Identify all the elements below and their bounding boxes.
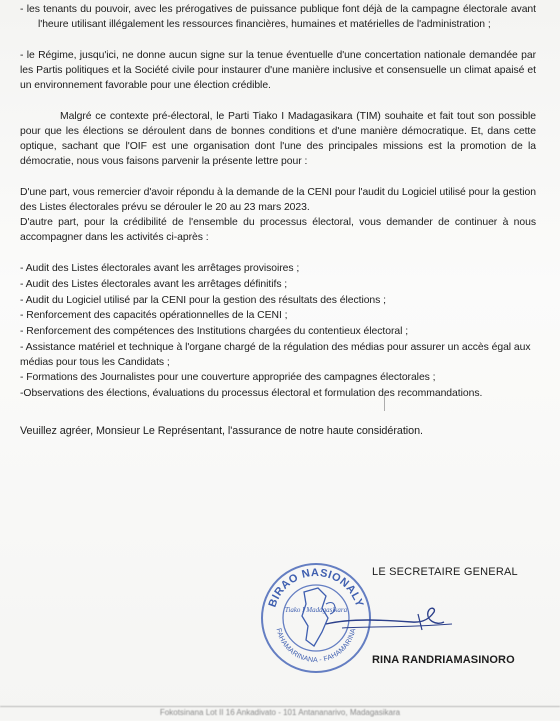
list-item: -Observations des élections, évaluations du processus électoral et formulation des recommandations. (20, 387, 483, 399)
list-item: - Formations des Journalistes pour une couverture appropriée des campagnes électorales ; (20, 371, 436, 383)
paragraph-regime: - le Régime, jusqu'ici, ne donne aucun signe sur la tenue éventuelle d'une concertation nationale demandée par les Partis politiques et la Société civile pour instaurer d'une manière inclusive et consensuelle un climat apaisé et un environnement favorable pour une élection crédible. (20, 50, 536, 91)
list-item: - Renforcement des compétences des Institutions chargées du contentieux électoral ; (20, 326, 409, 338)
list-item: - Audit des Listes électorales avant les arrêtages provisoires ; (20, 263, 300, 274)
paragraph-contexte: Malgré ce contexte pré-électoral, le Parti Tiako I Madagasikara (TIM) souhaite et fait tout son possible pour que les élections se déroulent dans de bonnes conditions et d'une manière démocratique. Et, dans cette optique, sachant que l'OIF est une organisation dont l'une des principales missions est la promotion de la démocratie, nous vous faisons parvenir la présente lettre pour : (20, 111, 536, 167)
stamp-ring-top-text: BIRAO NASIONALY (266, 566, 366, 609)
stamp-center-text: Tiako I Madagasikara (284, 606, 348, 614)
list-item: - Assistance matériel et technique à l'organe chargé de la régulation des médias pour assurer un accès égal aux médias pour tous les Candidats ; (20, 341, 531, 368)
list-item: - Audit du Logiciel utilisé par la CENI pour la gestion des résultats des élections ; (20, 294, 386, 306)
activities-list (20, 261, 536, 402)
scan-mark (383, 395, 386, 411)
list-item: - Renforcement des capacités opérationnelles de la CENI ; (20, 310, 288, 322)
letter-body (20, 2, 536, 439)
signatory-name: RINA RANDRIAMASINORO (372, 654, 515, 666)
letterhead-footer: Fokotsinana Lot II 16 Ankadivato - 101 Antananarivo, Madagasikara (0, 706, 560, 721)
handwritten-signature (312, 584, 472, 644)
stamp-ring-bottom-text: FAHAMARINANA - FAHAMARINA (274, 627, 358, 665)
paragraph-tenants-pouvoir: - les tenants du pouvoir, avec les prérogatives de puissance publique font déjà de la campagne électorale avant l'heure utilisant illégalement les ressources financières, humaines et matérielles de l'administration ; (20, 4, 536, 30)
list-item: - Audit des Listes électorales avant les arrêtages définitifs ; (20, 278, 288, 290)
closing-formula: Veuillez agréer, Monsieur Le Représentant, l'assurance de notre haute considération. (20, 424, 423, 437)
paragraph-demande: D'autre part, pour la crédibilité de l'ensemble du processus électoral, vous demander de continuer à nous accompagner dans les activités ci-après : (20, 217, 536, 243)
signatory-title: LE SECRETAIRE GENERAL (372, 566, 518, 578)
paragraph-remerciement: D'une part, vous remercier d'avoir répondu à la demande de la CENI pour l'audit du Logiciel utilisé pour la gestion des Listes électorales prévu se dérouler le 20 au 23 mars 2023. (20, 187, 536, 213)
